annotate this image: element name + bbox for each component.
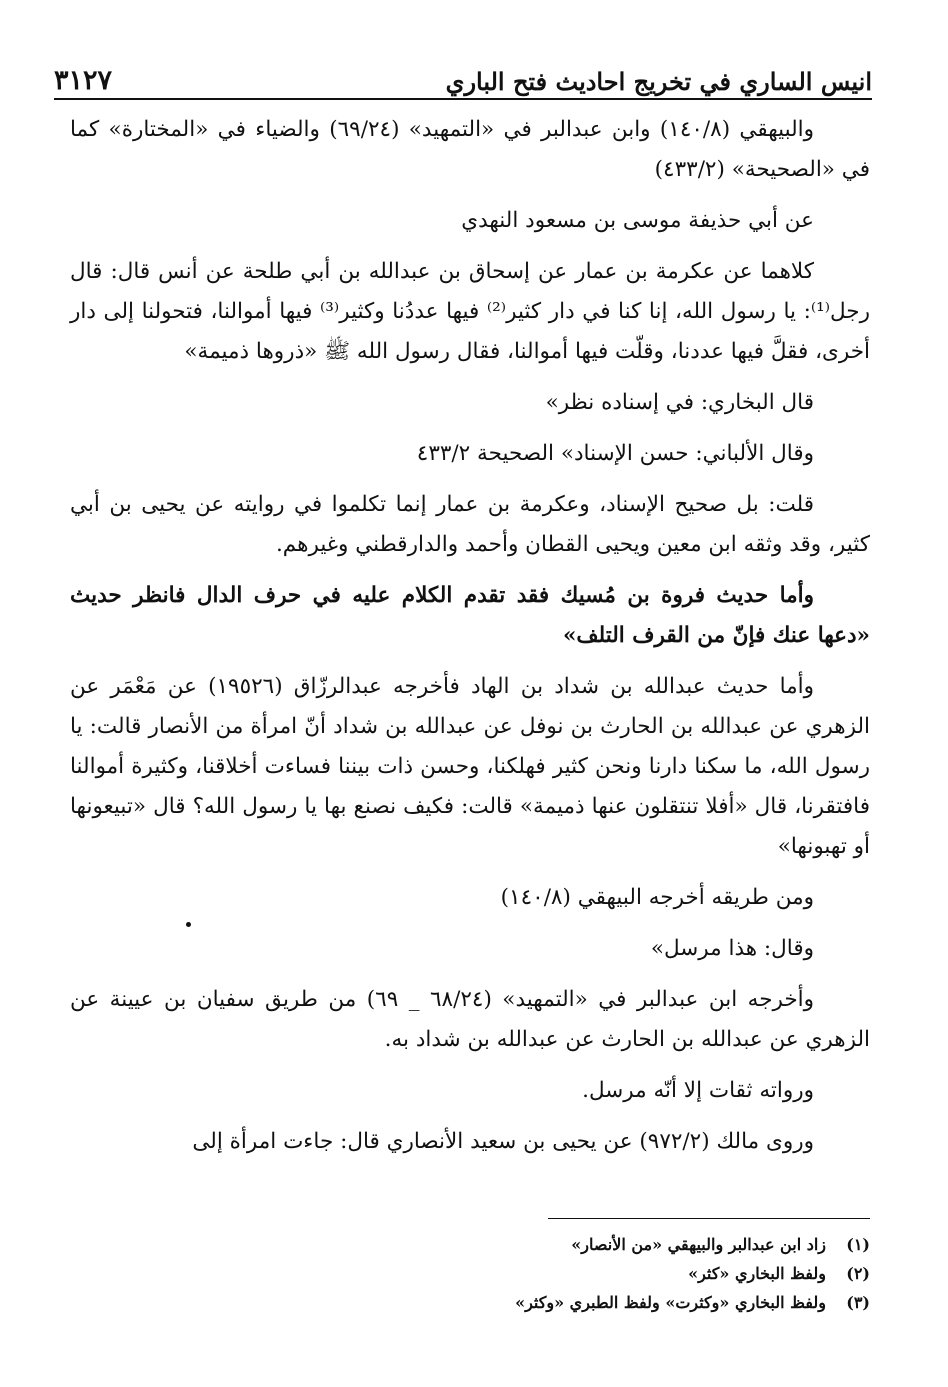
paragraph-narrator: عن أبي حذيفة موسى بن مسعود النهدي bbox=[461, 208, 814, 233]
paragraph-mursal: وقال: هذا مرسل» bbox=[650, 936, 814, 961]
paragraph-malik: وروى مالك (٩٧٢/٢) عن يحيى بن سعيد الأنصاري قال: جاءت امرأة إلى bbox=[192, 1129, 814, 1154]
paragraph-abdullah-hadith: وأما حديث عبدالله بن شداد بن الهاد فأخرجه عبدالرزّاق (١٩٥٢٦) عن مَعْمَر عن الزهري عن عبدالله بن الحارث بن نوفل عن عبدالله بن شداد أنّ امرأة من الأنصار قالت: يا رسول الله، ما سكنا دارنا ونحن كثير فهلكنا، وحسن ذات بيننا فساءت أخلاقنا، وكثيرة أموالنا فافتقرنا، قال «أفلا تنتقلون عنها ذميمة» قالت: فكيف نصنع بها يا رسول الله؟ قال «تبيعونها أو تهبونها» bbox=[70, 674, 871, 859]
paragraph-bukhari-comment: قال البخاري: في إسناده نظر» bbox=[545, 390, 814, 415]
paragraph-hadith-anas: كلاهما عن عكرمة بن عمار عن إسحاق بن عبدالله بن أبي طلحة عن أنس قال: قال رجل⁽¹⁾: يا رسول الله، إنا كنا في دار كثير⁽²⁾ فيها عددُنا وكثير⁽³⁾ فيها أموالنا، فتحولنا إلى دار أخرى، فقلَّ فيها عددنا، وقلّت فيها أموالنا، فقال رسول الله ﷺ «ذروها ذميمة» bbox=[70, 259, 870, 364]
paragraph-author-comment: قلت: بل صحيح الإسناد، وعكرمة بن عمار إنما تكلموا في روايته عن يحيى بن أبي كثير، وقد وثقه ابن معين ويحيى القطان وأحمد والدارقطني وغيرهم. bbox=[70, 492, 870, 557]
page-number: ٣١٢٧ bbox=[54, 65, 113, 96]
paragraph-farwa-hadith: وأما حديث فروة بن مُسيك فقد تقدم الكلام عليه في حرف الدال فانظر حديث «دعها عنك فإنّ من القرف التلف» bbox=[70, 583, 870, 648]
paragraph-albani-comment: وقال الألباني: حسن الإسناد» الصحيحة ٤٣٣/٢ bbox=[416, 441, 814, 466]
footnote-item bbox=[200, 1288, 870, 1317]
footnote-number: (٢) bbox=[846, 1264, 870, 1283]
footnote-number: (٣) bbox=[846, 1293, 870, 1312]
running-title: انيس الساري في تخريج احاديث فتح الباري bbox=[445, 67, 872, 96]
footnote-separator bbox=[548, 1218, 870, 1219]
footnotes bbox=[200, 1230, 870, 1317]
footnote-number: (١) bbox=[846, 1235, 870, 1254]
paragraph-bayhaqi: ومن طريقه أخرجه البيهقي (١٤٠/٨) bbox=[500, 885, 814, 910]
footnote-text: ولفظ البخاري «وكثرت» ولفظ الطبري «وكثر» bbox=[515, 1293, 826, 1312]
paragraph-ibn-abdulbarr: وأخرجه ابن عبدالبر في «التمهيد» (٦٨/٢٤ _ ٦٩) من طريق سفيان بن عيينة عن الزهري عن عبدالله بن الحارث عن عبدالله بن شداد به. bbox=[70, 987, 870, 1052]
page-header bbox=[54, 52, 872, 100]
footnote-text: ولفظ البخاري «كثر» bbox=[688, 1264, 826, 1283]
paragraph-narrators-trustworthy: ورواته ثقات إلا أنّه مرسل. bbox=[582, 1078, 814, 1103]
footnote-item bbox=[200, 1259, 870, 1288]
main-text bbox=[70, 110, 870, 1173]
footnote-text: زاد ابن عبدالبر والبيهقي «من الأنصار» bbox=[571, 1235, 826, 1254]
ink-speck bbox=[186, 922, 191, 927]
paragraph-sources: والبيهقي (١٤٠/٨) وابن عبدالبر في «التمهيد» (٦٩/٢٤) والضياء في «المختارة» كما في «الصحيحة» (٤٣٣/٢) bbox=[70, 117, 870, 182]
footnote-item bbox=[200, 1230, 870, 1259]
